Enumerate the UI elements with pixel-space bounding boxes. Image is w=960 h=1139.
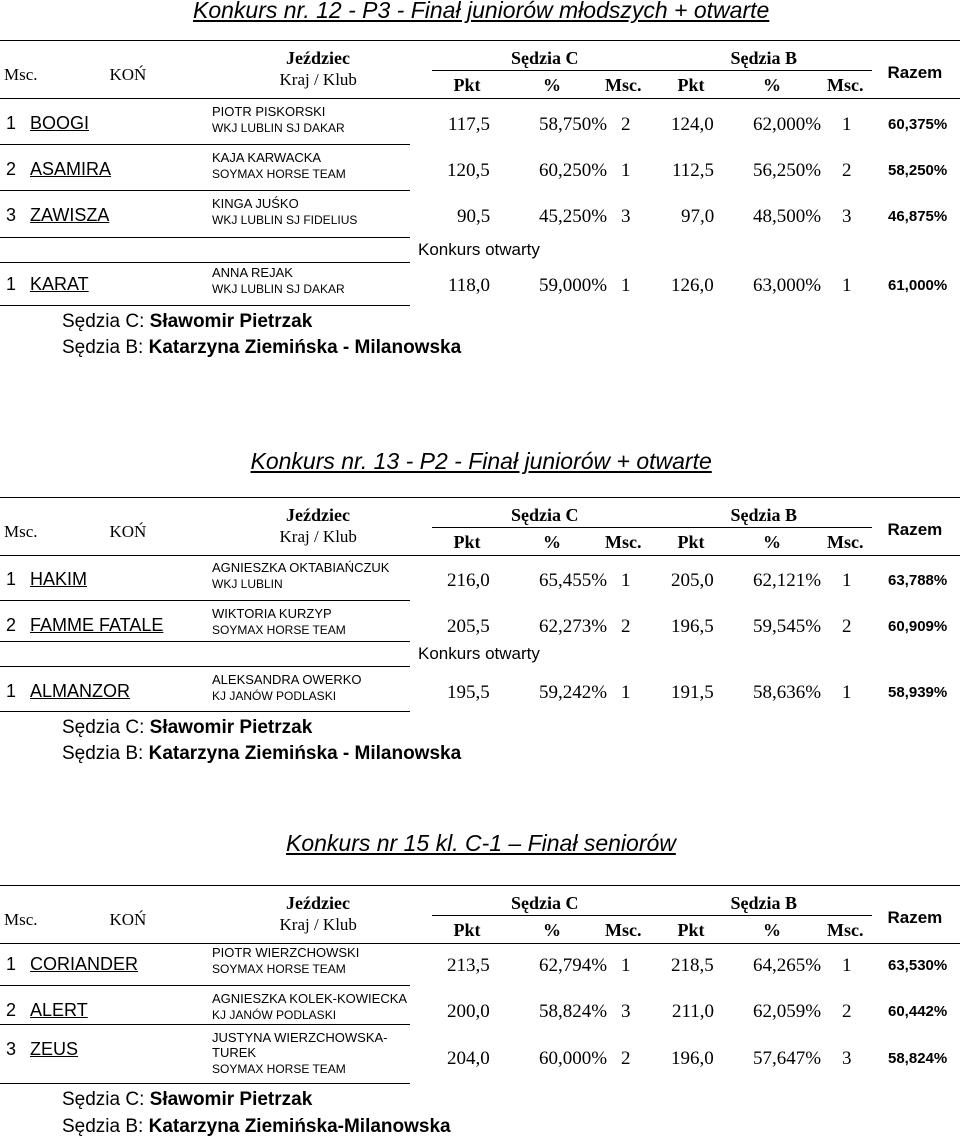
result-row-total: 46,875% [888,208,948,225]
result-row-horse: HAKIM [30,569,88,589]
judge-b-name: Katarzyna Ziemińska - Milanowska [143,743,462,764]
header-c-pkt: Pkt [453,532,481,552]
result-row-c-pkt: 204,0 [447,1048,490,1069]
header-judge-c: Sędzia C [511,505,579,525]
result-row-place: 2 [6,159,17,179]
judge-subheader-rule [432,915,872,916]
competition-title: Konkurs nr. 13 - P2 - Finał juniorów + otwarte [250,448,712,474]
header-rider: Jeździec [286,48,350,68]
open-row-c-msc: 1 [621,682,631,703]
open-row-rider: ANNA REJAK [212,265,293,280]
judge-subheader-rule [432,70,872,71]
judge-b-name: Katarzyna Ziemińska - Milanowska [143,337,462,358]
header-country-club: Kraj / Klub [279,70,357,89]
judge-c-line [62,717,312,739]
result-row-club: WKJ LUBLIN SJ DAKAR [212,121,345,135]
open-row-b-pct: 58,636% [753,682,822,703]
header-c-place: Msc. [605,532,642,552]
header-rider: Jeździec [286,893,350,913]
result-row-b-pct: 59,545% [753,616,822,637]
result-row-total: 60,442% [888,1003,948,1020]
result-row-c-msc: 2 [621,616,631,637]
header-b-pct: % [763,75,781,95]
result-row-b-pct: 57,647% [753,1048,822,1069]
header-c-pct: % [543,75,561,95]
result-row-total: 60,375% [888,116,948,133]
result-row-c-msc: 2 [621,114,631,135]
open-row-total: 58,939% [888,684,948,701]
judge-b-prefix: Sędzia B: [62,743,144,764]
row-separator [0,666,410,667]
result-row-c-pct: 60,250% [539,160,608,181]
judge-b-line [62,337,461,359]
open-row-total: 61,000% [888,277,948,294]
result-row-total: 63,788% [888,572,948,589]
result-row-b-pct: 64,265% [753,955,822,976]
open-class-label: Konkurs otwarty [418,240,540,259]
result-row-c-pkt: 120,5 [447,160,490,181]
header-b-pct: % [763,532,781,552]
header-b-pkt: Pkt [677,920,705,940]
result-row-place: 1 [6,954,17,974]
judge-b-prefix: Sędzia B: [62,337,144,358]
result-row-club: SOYMAX HORSE TEAM [212,623,346,637]
table-bottom-rule [0,1083,410,1084]
result-row-b-pkt: 124,0 [671,114,714,135]
result-row-c-pkt: 200,0 [447,1001,490,1022]
result-row-b-pkt: 112,5 [672,160,715,181]
header-horse: KOŃ [109,522,147,541]
result-row-horse: FAMME FATALE [30,615,164,635]
result-row-rider: AGNIESZKA OKTABIAŃCZUK [212,560,390,575]
header-c-pct: % [543,532,561,552]
result-row-total: 58,824% [888,1050,948,1067]
header-place: Msc. [4,522,38,541]
result-row-b-pkt: 205,0 [671,570,714,591]
header-bottom-rule [0,943,960,944]
result-row-c-pkt: 213,5 [447,955,490,976]
result-row-horse: CORIANDER [30,954,139,974]
result-row-b-pkt: 196,5 [671,616,714,637]
result-row-b-pkt: 211,0 [672,1001,715,1022]
judge-c-name: Sławomir Pietrzak [144,311,313,332]
row-separator [0,600,410,601]
header-c-place: Msc. [605,920,642,940]
open-row-horse: KARAT [30,274,89,294]
result-row-place: 2 [6,1000,17,1020]
header-total: Razem [887,908,943,927]
header-horse: KOŃ [109,910,147,929]
judge-c-name: Sławomir Pietrzak [144,1089,313,1110]
result-row-rider: PIOTR WIERZCHOWSKI [212,945,360,960]
result-row-c-msc: 3 [621,206,631,227]
result-row-b-pct: 56,250% [753,160,822,181]
result-row-club: WKJ LUBLIN SJ FIDELIUS [212,213,358,227]
result-row-b-pkt: 218,5 [671,955,714,976]
result-row-b-msc: 1 [842,955,852,976]
result-row-c-pct: 65,455% [539,570,608,591]
judge-subheader-rule [432,527,872,528]
open-row-b-msc: 1 [842,682,852,703]
judge-b-name: Katarzyna Ziemińska-Milanowska [143,1116,451,1137]
open-class-label: Konkurs otwarty [418,644,540,663]
table-bottom-rule [0,305,410,306]
result-row-b-pct: 62,121% [753,570,822,591]
result-row-b-pkt: 97,0 [681,206,715,227]
header-b-place: Msc. [827,532,864,552]
row-separator [0,237,410,238]
header-c-pct: % [543,920,561,940]
result-row-club: SOYMAX HORSE TEAM [212,167,346,181]
result-row-place: 3 [6,1039,17,1059]
row-separator [0,1024,410,1025]
result-row-c-pkt: 216,0 [447,570,490,591]
judge-b-line [62,743,461,765]
judge-c-line [62,1089,312,1111]
result-row-rider: KINGA JUŚKO [212,196,299,211]
open-row-b-msc: 1 [842,275,852,296]
header-place: Msc. [4,910,38,929]
open-row-b-pct: 63,000% [753,275,822,296]
open-row-b-pkt: 126,0 [671,275,714,296]
row-separator [0,190,410,191]
result-row-rider: AGNIESZKA KOLEK-KOWIECKA [212,991,408,1006]
result-row-c-msc: 1 [621,570,631,591]
judge-b-prefix: Sędzia B: [62,1116,144,1137]
result-row-place: 1 [6,569,17,589]
result-row-c-pkt: 117,5 [448,114,491,135]
open-row-c-pkt: 195,5 [447,682,490,703]
open-row-c-pkt: 118,0 [448,275,491,296]
open-row-rider: ALEKSANDRA OWERKO [212,672,362,687]
result-row-b-pct: 48,500% [753,206,822,227]
result-row-horse: ZAWISZA [30,205,110,225]
result-row-rider: PIOTR PISKORSKI [212,104,326,119]
header-top-rule [0,40,960,41]
header-top-rule [0,497,960,498]
result-row-b-msc: 1 [842,570,852,591]
header-judge-c: Sędzia C [511,893,579,913]
header-horse: KOŃ [109,65,147,84]
competition-title: Konkurs nr 15 kl. C-1 – Finał seniorów [286,830,676,856]
result-row-c-pct: 60,000% [539,1048,608,1069]
header-bottom-rule [0,555,960,556]
result-row-b-pkt: 196,0 [671,1048,714,1069]
judge-c-name: Sławomir Pietrzak [144,717,313,738]
header-b-place: Msc. [827,75,864,95]
result-row-horse: BOOGI [30,113,90,133]
result-row-total: 60,909% [888,618,948,635]
header-c-pkt: Pkt [453,75,481,95]
header-b-pkt: Pkt [677,532,705,552]
header-top-rule [0,885,960,886]
open-row-horse: ALMANZOR [30,681,131,701]
header-judge-b: Sędzia B [730,505,798,525]
header-judge-b: Sędzia B [730,893,798,913]
result-row-b-msc: 2 [842,160,852,181]
open-row-c-pct: 59,000% [539,275,608,296]
result-row-c-pct: 58,750% [539,114,608,135]
header-judge-b: Sędzia B [730,48,798,68]
open-row-b-pkt: 191,5 [671,682,714,703]
header-country-club: Kraj / Klub [279,527,357,546]
judge-c-prefix: Sędzia C: [62,717,145,738]
result-row-club: WKJ LUBLIN [212,577,283,591]
result-row-c-pct: 45,250% [539,206,608,227]
result-row-c-pkt: 90,5 [457,206,491,227]
result-row-b-pct: 62,000% [753,114,822,135]
judge-b-line [62,1116,451,1138]
header-judge-c: Sędzia C [511,48,579,68]
judge-c-prefix: Sędzia C: [62,311,145,332]
result-row-c-pct: 62,794% [539,955,608,976]
row-separator [0,262,410,263]
result-row-place: 3 [6,205,17,225]
result-row-total: 58,250% [888,162,948,179]
open-row-place: 1 [6,274,17,294]
result-row-c-pkt: 205,5 [447,616,490,637]
row-separator [0,144,410,145]
header-total: Razem [887,520,943,539]
open-row-place: 1 [6,681,17,701]
result-row-place: 2 [6,615,17,635]
result-row-c-pct: 58,824% [539,1001,608,1022]
row-separator [0,985,410,986]
result-row-club: SOYMAX HORSE TEAM [212,1062,346,1076]
header-b-pkt: Pkt [677,75,705,95]
competition-title: Konkurs nr. 12 - P3 - Finał juniorów młodszych + otwarte [193,0,770,23]
result-row-c-msc: 3 [621,1001,631,1022]
result-row-horse: ASAMIRA [30,159,112,179]
header-rider: Jeździec [286,505,350,525]
result-row-horse: ZEUS [30,1039,79,1059]
header-total: Razem [887,63,943,82]
result-row-rider: JUSTYNA WIERZCHOWSKA- TUREK [212,1030,388,1060]
result-row-b-msc: 3 [842,206,852,227]
header-place: Msc. [4,65,38,84]
row-separator [0,641,410,642]
header-country-club: Kraj / Klub [279,915,357,934]
header-b-place: Msc. [827,920,864,940]
result-row-place: 1 [6,113,17,133]
header-bottom-rule [0,98,960,99]
result-row-horse: ALERT [30,1000,88,1020]
header-b-pct: % [763,920,781,940]
open-row-c-pct: 59,242% [539,682,608,703]
result-row-rider: WIKTORIA KURZYP [212,606,332,621]
result-row-b-msc: 2 [842,1001,852,1022]
result-row-c-pct: 62,273% [539,616,608,637]
result-row-b-msc: 2 [842,616,852,637]
table-bottom-rule [0,711,410,712]
result-row-c-msc: 1 [621,160,631,181]
header-c-pkt: Pkt [453,920,481,940]
result-row-b-msc: 3 [842,1048,852,1069]
result-row-b-pct: 62,059% [753,1001,822,1022]
judge-c-line [62,311,312,333]
judge-c-prefix: Sędzia C: [62,1089,145,1110]
open-row-club: WKJ LUBLIN SJ DAKAR [212,282,345,296]
open-row-c-msc: 1 [621,275,631,296]
result-row-total: 63,530% [888,957,948,974]
result-row-rider: KAJA KARWACKA [212,150,322,165]
result-row-b-msc: 1 [842,114,852,135]
open-row-club: KJ JANÓW PODLASKI [212,689,337,703]
result-row-c-msc: 2 [621,1048,631,1069]
result-row-club: SOYMAX HORSE TEAM [212,962,346,976]
header-c-place: Msc. [605,75,642,95]
result-row-c-msc: 1 [621,955,631,976]
result-row-club: KJ JANÓW PODLASKI [212,1008,337,1022]
